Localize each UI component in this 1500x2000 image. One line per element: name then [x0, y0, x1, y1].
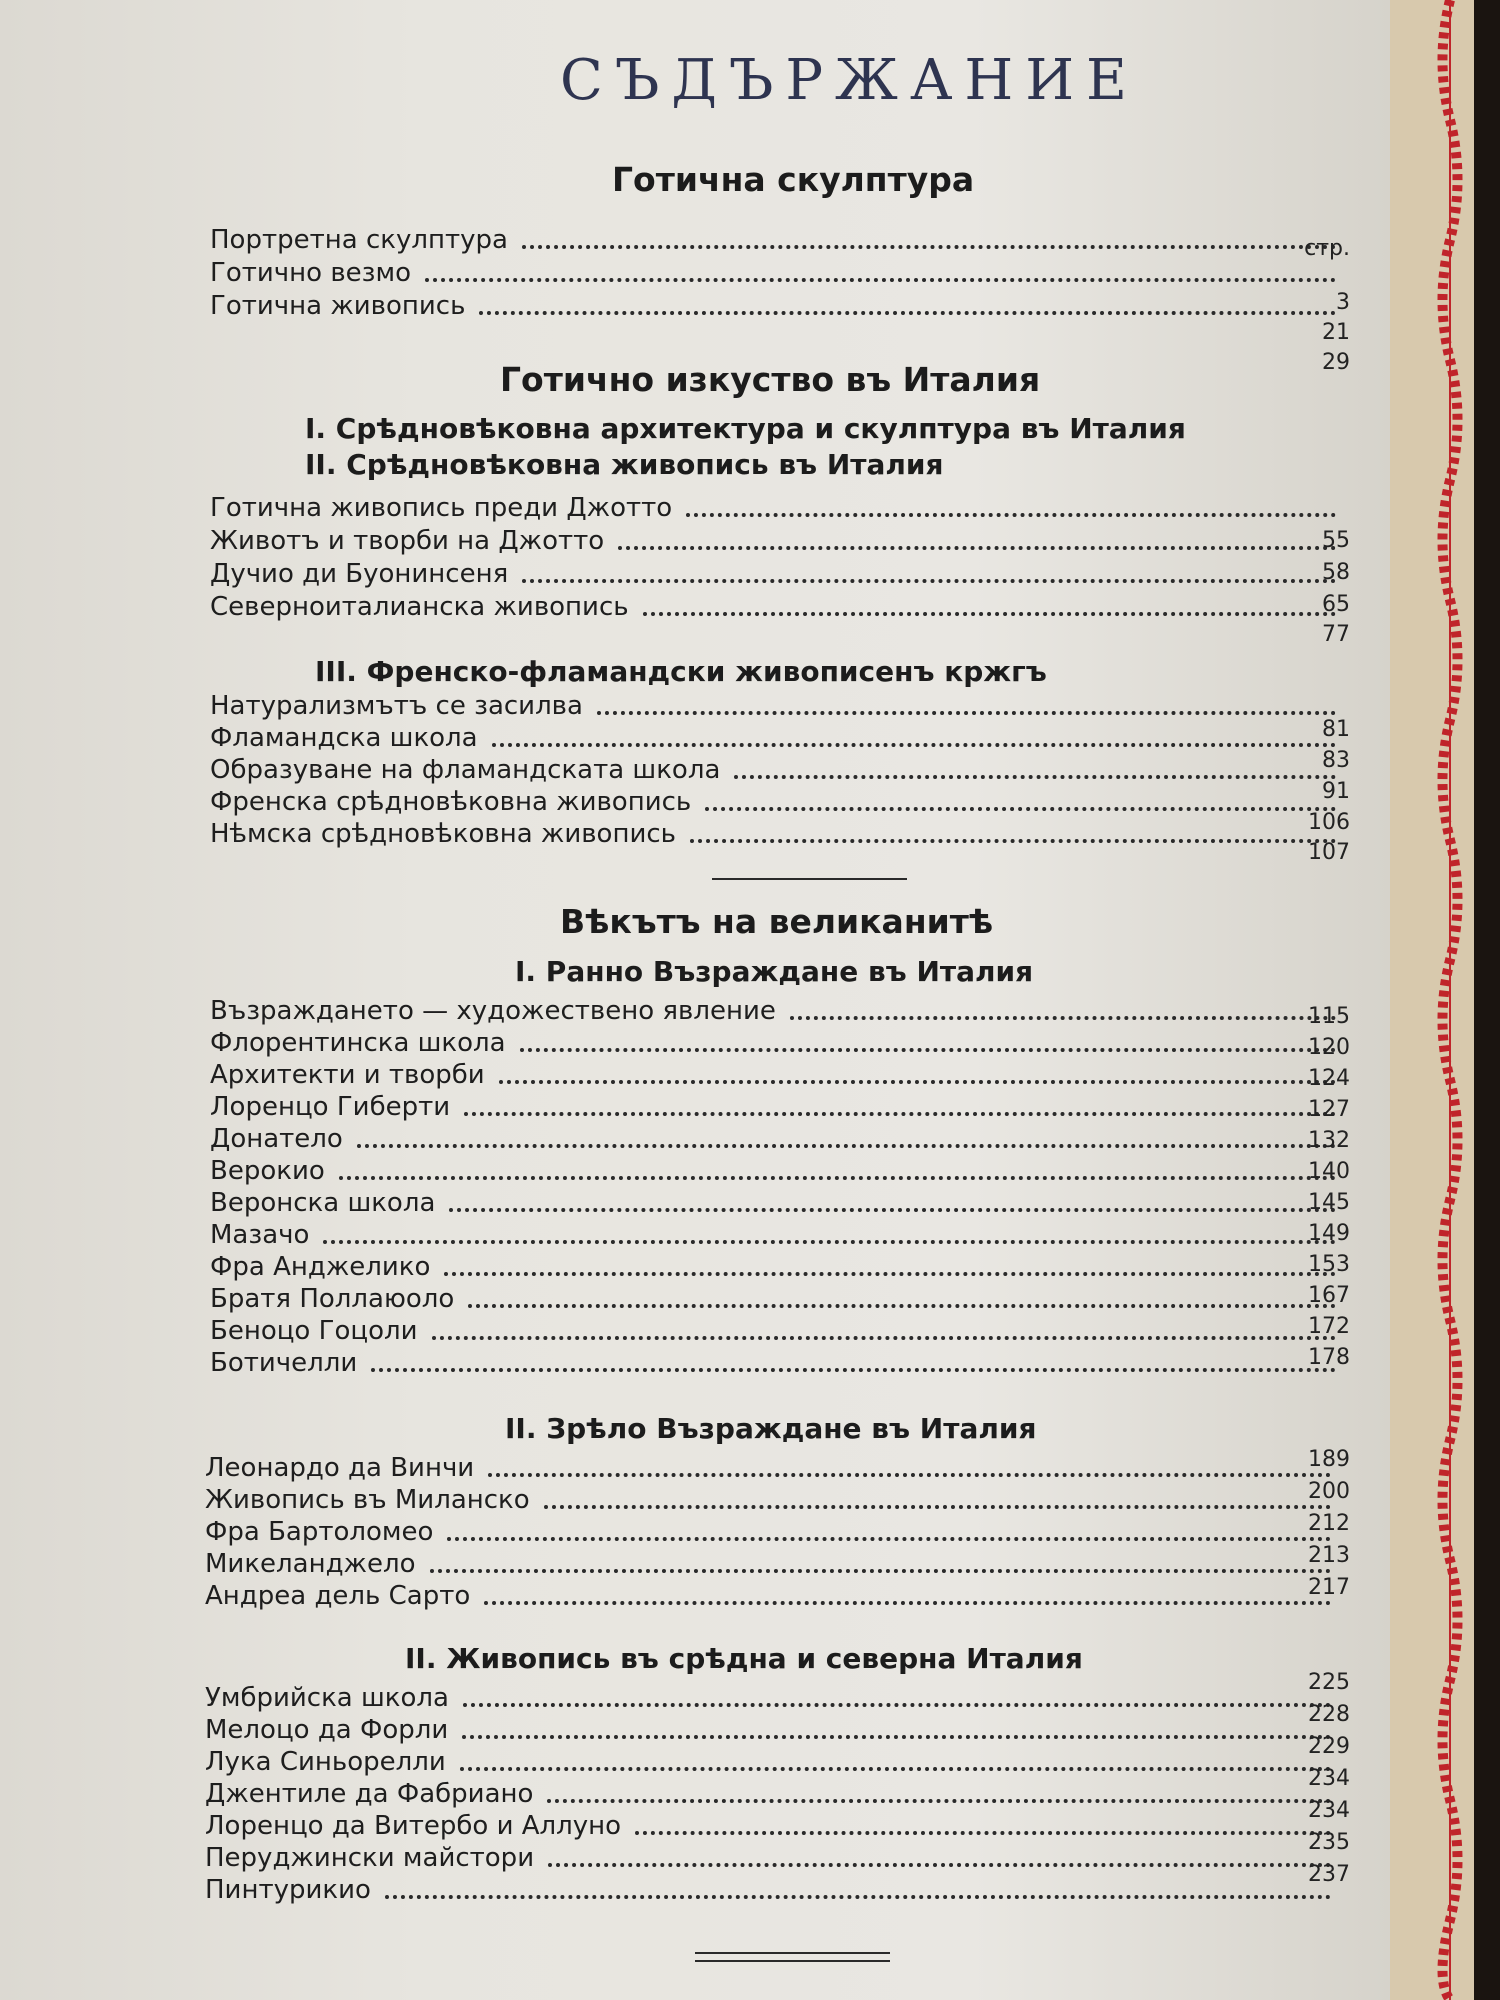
toc-entry[interactable] [205, 1546, 1345, 1579]
leader-dots [705, 807, 1336, 811]
toc-entry-label: Мазачо [210, 1220, 310, 1250]
toc-entry-label: Фламандска школа [210, 723, 478, 753]
toc-entry[interactable] [210, 1217, 1350, 1250]
toc-entry-label: Андреа дель Сарто [205, 1581, 471, 1611]
toc-entry-label: Верокио [210, 1156, 325, 1186]
page-number: 29 [1322, 350, 1350, 375]
page-number: 127 [1308, 1097, 1350, 1122]
subsection-heading: I. Срѣдновѣковна архитектура и скулптура въ Италия [305, 412, 1186, 445]
page-number: 55 [1322, 528, 1350, 553]
leader-dots [643, 612, 1336, 616]
toc-entry[interactable] [210, 1281, 1350, 1314]
toc-entry[interactable] [205, 1450, 1345, 1483]
toc-entry[interactable] [210, 222, 1350, 255]
page-number: 124 [1308, 1066, 1350, 1091]
page-number: 21 [1322, 320, 1350, 345]
toc-entry[interactable] [210, 1345, 1350, 1378]
page-number: 228 [1308, 1702, 1350, 1727]
section-heading-giants: Вѣкътъ на великанитѣ [560, 902, 994, 941]
leader-dots [357, 1144, 1336, 1148]
end-divider-top [695, 1952, 890, 1954]
leader-dots [790, 1016, 1336, 1020]
subsection-heading: II. Зрѣло Възраждане въ Италия [505, 1412, 1037, 1445]
toc-entry[interactable] [205, 1776, 1345, 1809]
toc-entry[interactable] [205, 1872, 1345, 1905]
page-number: 132 [1308, 1128, 1350, 1153]
toc-entry-label: Северноиталианска живопись [210, 592, 629, 622]
page-number: 234 [1308, 1798, 1350, 1823]
leader-dots [618, 546, 1336, 550]
subsection-heading: I. Ранно Възраждане въ Италия [515, 955, 1034, 988]
page-number: 229 [1308, 1734, 1350, 1759]
toc-entry[interactable] [210, 1153, 1350, 1186]
page-number: 77 [1322, 622, 1350, 647]
toc-entry[interactable] [210, 490, 1350, 523]
toc-entry-label: Възраждането — художествено явление [210, 996, 776, 1026]
subsection-heading: III. Френско-фламандски живописенъ кржгъ [315, 655, 1047, 688]
leader-dots [447, 1537, 1331, 1541]
leader-dots [463, 1703, 1331, 1707]
toc-entry-label: Образуване на фламандската школа [210, 755, 721, 785]
subsection-heading: II. Срѣдновѣковна живопись въ Италия [305, 448, 944, 481]
leader-dots [548, 1863, 1331, 1867]
toc-entry[interactable] [210, 816, 1350, 849]
page-number: 81 [1322, 717, 1350, 742]
page-number: 213 [1308, 1543, 1350, 1568]
toc-entry-label: Готично везмо [210, 258, 412, 288]
toc-entry-label: Беноцо Гоцоли [210, 1316, 418, 1346]
toc-entry-label: Умбрийска школа [205, 1683, 449, 1713]
toc-entry[interactable] [210, 784, 1350, 817]
leader-dots [339, 1176, 1336, 1180]
leader-dots [635, 1831, 1331, 1835]
page-number: 145 [1308, 1190, 1350, 1215]
toc-entry[interactable] [210, 1025, 1350, 1058]
toc-entry-label: Нѣмска срѣдновѣковна живопись [210, 819, 676, 849]
toc-entry[interactable] [210, 1313, 1350, 1346]
toc-entry-label: Лоренцо Гиберти [210, 1092, 451, 1122]
leader-dots [460, 1767, 1331, 1771]
leader-dots [492, 743, 1336, 747]
toc-entry[interactable] [205, 1712, 1345, 1745]
leader-dots [323, 1240, 1336, 1244]
toc-entry-label: Фра Анджелико [210, 1252, 431, 1282]
leader-dots [430, 1569, 1331, 1573]
toc-entry[interactable] [210, 556, 1350, 589]
toc-entry-label: Микеланджело [205, 1549, 416, 1579]
page-number: 217 [1308, 1575, 1350, 1600]
page-number: 172 [1308, 1314, 1350, 1339]
toc-entry-label: Френска срѣдновѣковна живопись [210, 787, 692, 817]
page-number: 58 [1322, 560, 1350, 585]
toc-entry-label: Братя Поллаюоло [210, 1284, 455, 1314]
subsection-heading: II. Живопись въ срѣдна и северна Италия [405, 1642, 1083, 1675]
section-heading-gothic-italy: Готично изкуство въ Италия [500, 360, 1041, 399]
toc-entry[interactable] [205, 1808, 1345, 1841]
page-number: 189 [1308, 1447, 1350, 1472]
page-number: 115 [1308, 1004, 1350, 1029]
toc-entry[interactable] [210, 1249, 1350, 1282]
leader-dots [520, 1048, 1336, 1052]
leader-dots [499, 1080, 1336, 1084]
toc-entry[interactable] [210, 589, 1350, 622]
leader-dots [444, 1272, 1336, 1276]
toc-entry[interactable] [205, 1578, 1345, 1611]
toc-entry-label: Живопись въ Миланско [205, 1485, 530, 1515]
toc-entry-label: Мелоцо да Форли [205, 1715, 449, 1745]
leader-dots [686, 513, 1336, 517]
toc-entry[interactable] [210, 1185, 1350, 1218]
book-cover-edge [1390, 0, 1500, 2000]
cover-frame [1474, 0, 1500, 2000]
page-title: СЪДЪРЖАНИЕ [560, 48, 1139, 113]
page-number: 91 [1322, 779, 1350, 804]
page-number: 83 [1322, 748, 1350, 773]
toc-entry[interactable] [210, 752, 1350, 785]
section-heading-gothic-sculpture: Готична скулптура [612, 160, 975, 199]
leader-dots [449, 1208, 1336, 1212]
toc-entry[interactable] [205, 1680, 1345, 1713]
toc-entry-label: Животъ и творби на Джотто [210, 526, 605, 556]
toc-entry[interactable] [210, 1121, 1350, 1154]
leader-dots [462, 1735, 1331, 1739]
page-number: 237 [1308, 1862, 1350, 1887]
leader-dots [479, 311, 1336, 315]
leader-dots [484, 1601, 1331, 1605]
toc-entry-label: Готична живопись [210, 291, 466, 321]
toc-entry[interactable] [210, 1089, 1350, 1122]
page-number: 140 [1308, 1159, 1350, 1184]
toc-entry-label: Пинтурикио [205, 1875, 371, 1905]
toc-entry[interactable] [210, 993, 1350, 1026]
toc-entry-label: Лука Синьорелли [205, 1747, 446, 1777]
toc-entry[interactable] [210, 720, 1350, 753]
page-number: 225 [1308, 1670, 1350, 1695]
page-number: 107 [1308, 840, 1350, 865]
leader-dots [371, 1368, 1336, 1372]
leader-dots [468, 1304, 1336, 1308]
page-number: 65 [1322, 592, 1350, 617]
leader-dots [425, 278, 1336, 282]
section-divider [712, 878, 907, 880]
leader-dots [464, 1112, 1336, 1116]
toc-entry-label: Готична живопись преди Джотто [210, 493, 673, 523]
toc-entry[interactable] [205, 1482, 1345, 1515]
toc-entry-label: Флорентинска школа [210, 1028, 506, 1058]
toc-entry-label: Архитекти и творби [210, 1060, 485, 1090]
toc-entry-label: Джентиле да Фабриано [205, 1779, 534, 1809]
leader-dots [522, 579, 1336, 583]
toc-entry[interactable] [205, 1744, 1345, 1777]
page-number: 178 [1308, 1345, 1350, 1370]
page-number: 200 [1308, 1479, 1350, 1504]
toc-entry[interactable] [210, 255, 1350, 288]
leader-dots [547, 1799, 1331, 1803]
toc-entry-label: Портретна скулптура [210, 225, 508, 255]
toc-entry[interactable] [205, 1840, 1345, 1873]
page-number: 167 [1308, 1283, 1350, 1308]
page-column-label: стр. [1304, 236, 1350, 261]
page-number: 120 [1308, 1035, 1350, 1060]
toc-entry[interactable] [210, 1057, 1350, 1090]
leader-dots [432, 1336, 1337, 1340]
toc-entry-label: Дучио ди Буонинсеня [210, 559, 509, 589]
leader-dots [522, 245, 1336, 249]
end-divider-bottom [695, 1960, 890, 1962]
page-number: 212 [1308, 1511, 1350, 1536]
leader-dots [734, 775, 1336, 779]
toc-entry-label: Лоренцо да Витербо и Аллуно [205, 1811, 622, 1841]
leader-dots [488, 1473, 1331, 1477]
leader-dots [385, 1895, 1331, 1899]
page-number: 149 [1308, 1221, 1350, 1246]
toc-entry-label: Донатело [210, 1124, 343, 1154]
toc-entry[interactable] [210, 523, 1350, 556]
toc-entry[interactable] [210, 688, 1350, 721]
toc-entry-label: Веронска школа [210, 1188, 436, 1218]
toc-entry-label: Фра Бартоломео [205, 1517, 434, 1547]
toc-entry-label: Леонардо да Винчи [205, 1453, 475, 1483]
leader-dots [597, 711, 1336, 715]
page-number: 234 [1308, 1766, 1350, 1791]
page-number: 3 [1336, 290, 1350, 315]
leader-dots [544, 1505, 1331, 1509]
leader-dots [690, 839, 1336, 843]
page-number: 153 [1308, 1252, 1350, 1277]
toc-entry-label: Перуджински майстори [205, 1843, 535, 1873]
page-number: 106 [1308, 810, 1350, 835]
toc-entry[interactable] [205, 1514, 1345, 1547]
toc-entry[interactable] [210, 288, 1350, 321]
page-number: 235 [1308, 1830, 1350, 1855]
toc-entry-label: Ботичелли [210, 1348, 358, 1378]
toc-entry-label: Натурализмътъ се засилва [210, 691, 583, 721]
